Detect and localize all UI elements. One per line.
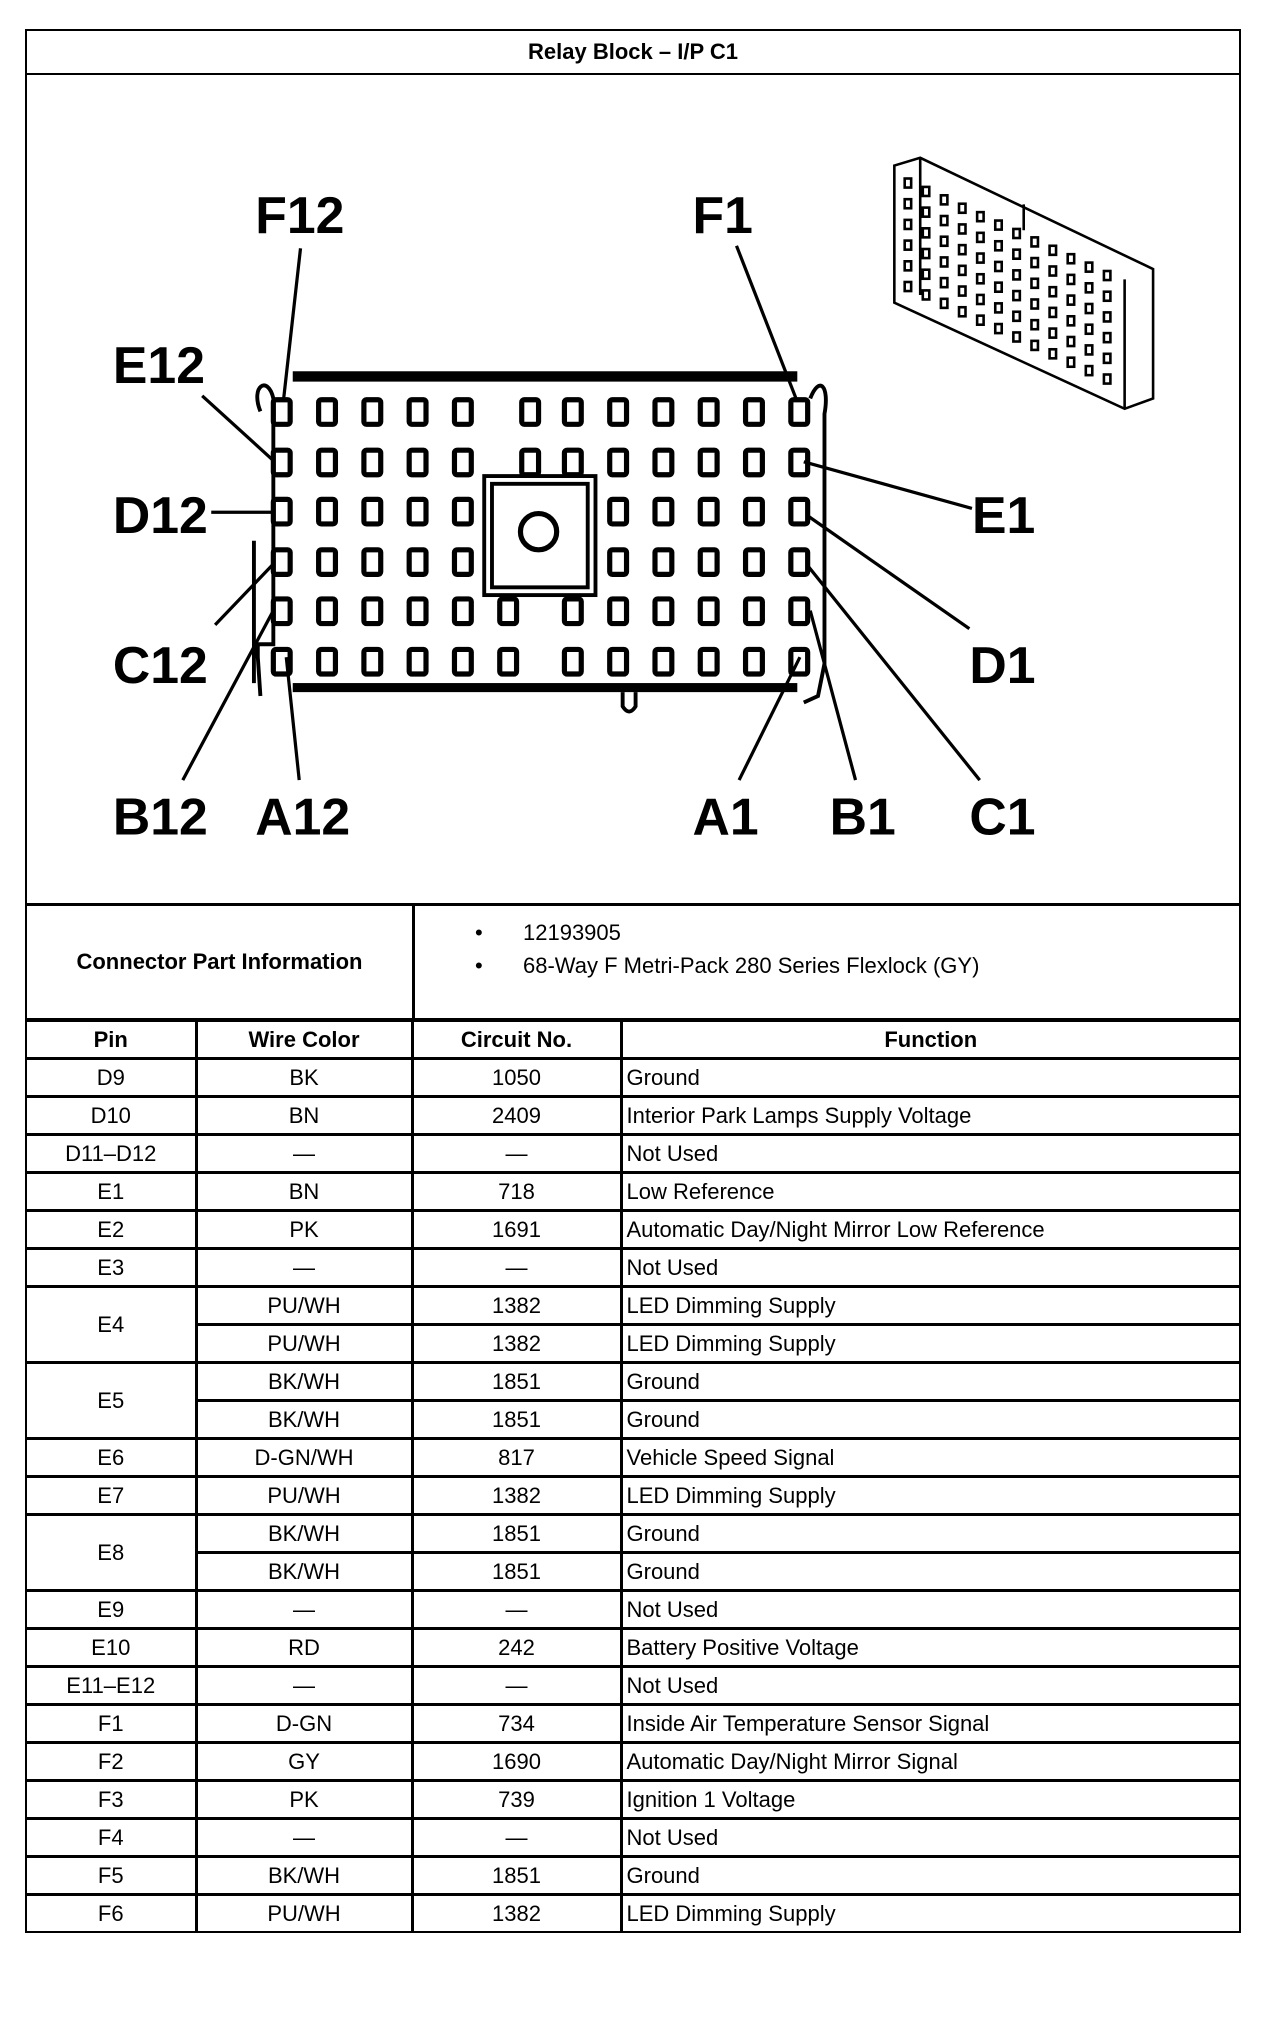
pin-cavity <box>791 599 808 624</box>
pin-cell: D10 <box>27 1097 196 1135</box>
wire-color-cell: — <box>196 1819 412 1857</box>
pin-cavity <box>564 400 581 425</box>
table-row <box>27 1857 1239 1895</box>
wire-color-cell: PU/WH <box>196 1477 412 1515</box>
function-cell: Ground <box>621 1553 1239 1591</box>
pin-cavity <box>610 649 627 674</box>
pin-cavity <box>746 550 763 575</box>
table-row <box>27 1667 1239 1705</box>
circuit-cell: 242 <box>412 1629 621 1667</box>
pin-cavity <box>791 400 808 425</box>
pinout-table <box>27 1022 1239 1931</box>
pin-cavity <box>273 550 290 575</box>
pin-cavity <box>273 400 290 425</box>
wire-color-cell: BK <box>196 1059 412 1097</box>
circuit-cell: 739 <box>412 1781 621 1819</box>
circuit-cell: 734 <box>412 1705 621 1743</box>
table-row <box>27 1097 1239 1135</box>
pin-cell: F3 <box>27 1781 196 1819</box>
table-row <box>27 1363 1239 1401</box>
wire-color-cell: BN <box>196 1097 412 1135</box>
table-row <box>27 1325 1239 1363</box>
circuit-cell: 1382 <box>412 1325 621 1363</box>
function-cell: Ignition 1 Voltage <box>621 1781 1239 1819</box>
pin-cavity <box>564 599 581 624</box>
pin-cell: E4 <box>27 1287 196 1363</box>
pin-cell: E11–E12 <box>27 1667 196 1705</box>
function-cell: LED Dimming Supply <box>621 1477 1239 1515</box>
function-cell: Automatic Day/Night Mirror Low Reference <box>621 1211 1239 1249</box>
label-C12: C12 <box>112 636 208 695</box>
pin-cavity <box>500 649 517 674</box>
wire-color-cell: PK <box>196 1211 412 1249</box>
pin-cavity <box>746 649 763 674</box>
pin-cavity <box>319 400 336 425</box>
pin-cell: F6 <box>27 1895 196 1932</box>
table-row <box>27 1477 1239 1515</box>
label-D1: D1 <box>969 636 1036 695</box>
connector-info-list <box>415 916 979 1018</box>
pin-cell: D9 <box>27 1059 196 1097</box>
label-F1: F1 <box>692 185 753 244</box>
circuit-cell: — <box>412 1819 621 1857</box>
pin-cavity <box>655 400 672 425</box>
pin-cell: F2 <box>27 1743 196 1781</box>
pin-cavity <box>655 649 672 674</box>
wire-color-cell: BK/WH <box>196 1857 412 1895</box>
pin-cavity <box>500 599 517 624</box>
wire-color-cell: BK/WH <box>196 1515 412 1553</box>
pin-cavity <box>319 450 336 475</box>
function-cell: Not Used <box>621 1249 1239 1287</box>
pin-cavity <box>655 499 672 524</box>
connector-info-label: Connector Part Information <box>27 906 415 1018</box>
pin-cell: D11–D12 <box>27 1135 196 1173</box>
pin-cavity <box>364 400 381 425</box>
label-E12: E12 <box>112 335 206 394</box>
function-cell: Not Used <box>621 1667 1239 1705</box>
connector-description: • 68-Way F Metri-Pack 280 Series Flexlock (GY) <box>475 949 979 982</box>
pin-cavity <box>319 499 336 524</box>
function-cell: LED Dimming Supply <box>621 1325 1239 1363</box>
function-cell: Ground <box>621 1401 1239 1439</box>
circuit-cell: 1690 <box>412 1743 621 1781</box>
header-pin: Pin <box>27 1022 196 1059</box>
wire-color-cell: — <box>196 1591 412 1629</box>
pin-cavity <box>700 599 717 624</box>
label-B1: B1 <box>829 787 896 846</box>
pin-cell: E3 <box>27 1249 196 1287</box>
circuit-cell: — <box>412 1591 621 1629</box>
table-row <box>27 1401 1239 1439</box>
pin-cavity <box>273 499 290 524</box>
label-C1: C1 <box>969 787 1036 846</box>
pin-cavity <box>364 550 381 575</box>
pin-cavity <box>454 649 471 674</box>
function-cell: Battery Positive Voltage <box>621 1629 1239 1667</box>
pin-cavity <box>409 450 426 475</box>
pin-cavity <box>700 550 717 575</box>
wire-color-cell: PK <box>196 1781 412 1819</box>
circuit-cell: 817 <box>412 1439 621 1477</box>
circuit-cell: 1851 <box>412 1515 621 1553</box>
pin-cavity <box>364 450 381 475</box>
table-row <box>27 1287 1239 1325</box>
label-F12: F12 <box>255 185 345 244</box>
pin-cell: E8 <box>27 1515 196 1591</box>
pin-cavity <box>700 649 717 674</box>
table-row <box>27 1705 1239 1743</box>
wire-color-cell: BK/WH <box>196 1553 412 1591</box>
pin-cavity <box>454 400 471 425</box>
circuit-cell: 1851 <box>412 1553 621 1591</box>
function-cell: Vehicle Speed Signal <box>621 1439 1239 1477</box>
pin-cavity <box>700 450 717 475</box>
table-row <box>27 1249 1239 1287</box>
pin-cell: E5 <box>27 1363 196 1439</box>
label-D12: D12 <box>112 485 208 544</box>
wire-color-cell: BK/WH <box>196 1363 412 1401</box>
table-row <box>27 1173 1239 1211</box>
circuit-cell: 1050 <box>412 1059 621 1097</box>
table-row <box>27 1819 1239 1857</box>
pin-cell: E6 <box>27 1439 196 1477</box>
circuit-cell: — <box>412 1667 621 1705</box>
wire-color-cell: PU/WH <box>196 1287 412 1325</box>
function-cell: Automatic Day/Night Mirror Signal <box>621 1743 1239 1781</box>
function-cell: Inside Air Temperature Sensor Signal <box>621 1705 1239 1743</box>
table-row <box>27 1743 1239 1781</box>
pin-cavity <box>610 450 627 475</box>
pin-cavity <box>319 649 336 674</box>
page-title: Relay Block – I/P C1 <box>27 31 1239 75</box>
pin-cavity <box>409 599 426 624</box>
pin-cavity <box>746 400 763 425</box>
table-row <box>27 1135 1239 1173</box>
circuit-cell: 1382 <box>412 1895 621 1932</box>
pin-cavity <box>655 450 672 475</box>
table-row <box>27 1781 1239 1819</box>
pin-cell: F4 <box>27 1819 196 1857</box>
label-E1: E1 <box>971 485 1036 544</box>
wire-color-cell: GY <box>196 1743 412 1781</box>
pin-cavity <box>364 649 381 674</box>
pin-cavity <box>746 450 763 475</box>
pin-cavity <box>409 499 426 524</box>
wire-color-cell: PU/WH <box>196 1895 412 1932</box>
pin-cavity <box>364 499 381 524</box>
function-cell: Not Used <box>621 1591 1239 1629</box>
wire-color-cell: — <box>196 1667 412 1705</box>
pin-cavity <box>564 450 581 475</box>
circuit-cell: 1382 <box>412 1477 621 1515</box>
wire-color-cell: BN <box>196 1173 412 1211</box>
pin-cavity <box>273 450 290 475</box>
pin-cavity <box>319 550 336 575</box>
pin-cavity <box>319 599 336 624</box>
connector-isometric-icon <box>894 158 1153 409</box>
pin-cavity <box>454 550 471 575</box>
pin-cavity <box>746 599 763 624</box>
circuit-cell: 718 <box>412 1173 621 1211</box>
pin-cavity <box>454 450 471 475</box>
circuit-cell: 1851 <box>412 1401 621 1439</box>
table-row <box>27 1059 1239 1097</box>
wire-color-cell: — <box>196 1135 412 1173</box>
part-number: • 12193905 <box>475 916 979 949</box>
connector-part-information <box>27 906 1239 1022</box>
pin-cavity <box>791 550 808 575</box>
wire-color-cell: D-GN/WH <box>196 1439 412 1477</box>
pin-cavity <box>791 499 808 524</box>
function-cell: Not Used <box>621 1819 1239 1857</box>
pin-cavity <box>655 599 672 624</box>
table-row <box>27 1629 1239 1667</box>
pin-cavity <box>409 649 426 674</box>
circuit-cell: — <box>412 1249 621 1287</box>
pin-cavity <box>610 550 627 575</box>
connector-sheet <box>25 29 1241 1933</box>
pin-cavity <box>746 499 763 524</box>
pin-cavity <box>700 400 717 425</box>
pin-cell: E7 <box>27 1477 196 1515</box>
wire-color-cell: D-GN <box>196 1705 412 1743</box>
pin-cell: E10 <box>27 1629 196 1667</box>
function-cell: Interior Park Lamps Supply Voltage <box>621 1097 1239 1135</box>
pin-cavity <box>273 599 290 624</box>
table-row <box>27 1895 1239 1932</box>
pin-cell: F5 <box>27 1857 196 1895</box>
pin-cavity <box>409 550 426 575</box>
wire-color-cell: — <box>196 1249 412 1287</box>
wire-color-cell: BK/WH <box>196 1401 412 1439</box>
function-cell: LED Dimming Supply <box>621 1287 1239 1325</box>
pin-cell: E9 <box>27 1591 196 1629</box>
circuit-cell: 1851 <box>412 1857 621 1895</box>
circuit-cell: 1851 <box>412 1363 621 1401</box>
function-cell: LED Dimming Supply <box>621 1895 1239 1932</box>
table-row <box>27 1211 1239 1249</box>
pin-cavity <box>454 499 471 524</box>
table-row <box>27 1515 1239 1553</box>
label-A1: A1 <box>692 787 759 846</box>
connector-diagram <box>27 75 1239 906</box>
pin-cavity <box>610 400 627 425</box>
pin-cavity <box>564 649 581 674</box>
pin-cavity <box>700 499 717 524</box>
function-cell: Not Used <box>621 1135 1239 1173</box>
pin-cavity <box>364 599 381 624</box>
table-row <box>27 1439 1239 1477</box>
label-A12: A12 <box>255 787 351 846</box>
connector-face-drawing <box>27 75 1239 903</box>
wire-color-cell: RD <box>196 1629 412 1667</box>
table-row <box>27 1591 1239 1629</box>
function-cell: Low Reference <box>621 1173 1239 1211</box>
pin-cavity <box>522 400 539 425</box>
function-cell: Ground <box>621 1363 1239 1401</box>
pin-cavity <box>522 450 539 475</box>
pin-cavity <box>655 550 672 575</box>
wire-color-cell: PU/WH <box>196 1325 412 1363</box>
pin-cavity <box>610 499 627 524</box>
header-wire-color: Wire Color <box>196 1022 412 1059</box>
pin-cell: E1 <box>27 1173 196 1211</box>
table-row <box>27 1553 1239 1591</box>
header-circuit-no: Circuit No. <box>412 1022 621 1059</box>
pin-cavity <box>610 599 627 624</box>
pin-cavity <box>409 400 426 425</box>
label-B12: B12 <box>112 787 208 846</box>
function-cell: Ground <box>621 1857 1239 1895</box>
circuit-cell: 2409 <box>412 1097 621 1135</box>
pin-cell: E2 <box>27 1211 196 1249</box>
circuit-cell: 1382 <box>412 1287 621 1325</box>
pin-cell: F1 <box>27 1705 196 1743</box>
pin-cavity <box>454 599 471 624</box>
circuit-cell: 1691 <box>412 1211 621 1249</box>
circuit-cell: — <box>412 1135 621 1173</box>
function-cell: Ground <box>621 1515 1239 1553</box>
function-cell: Ground <box>621 1059 1239 1097</box>
header-function: Function <box>621 1022 1239 1059</box>
